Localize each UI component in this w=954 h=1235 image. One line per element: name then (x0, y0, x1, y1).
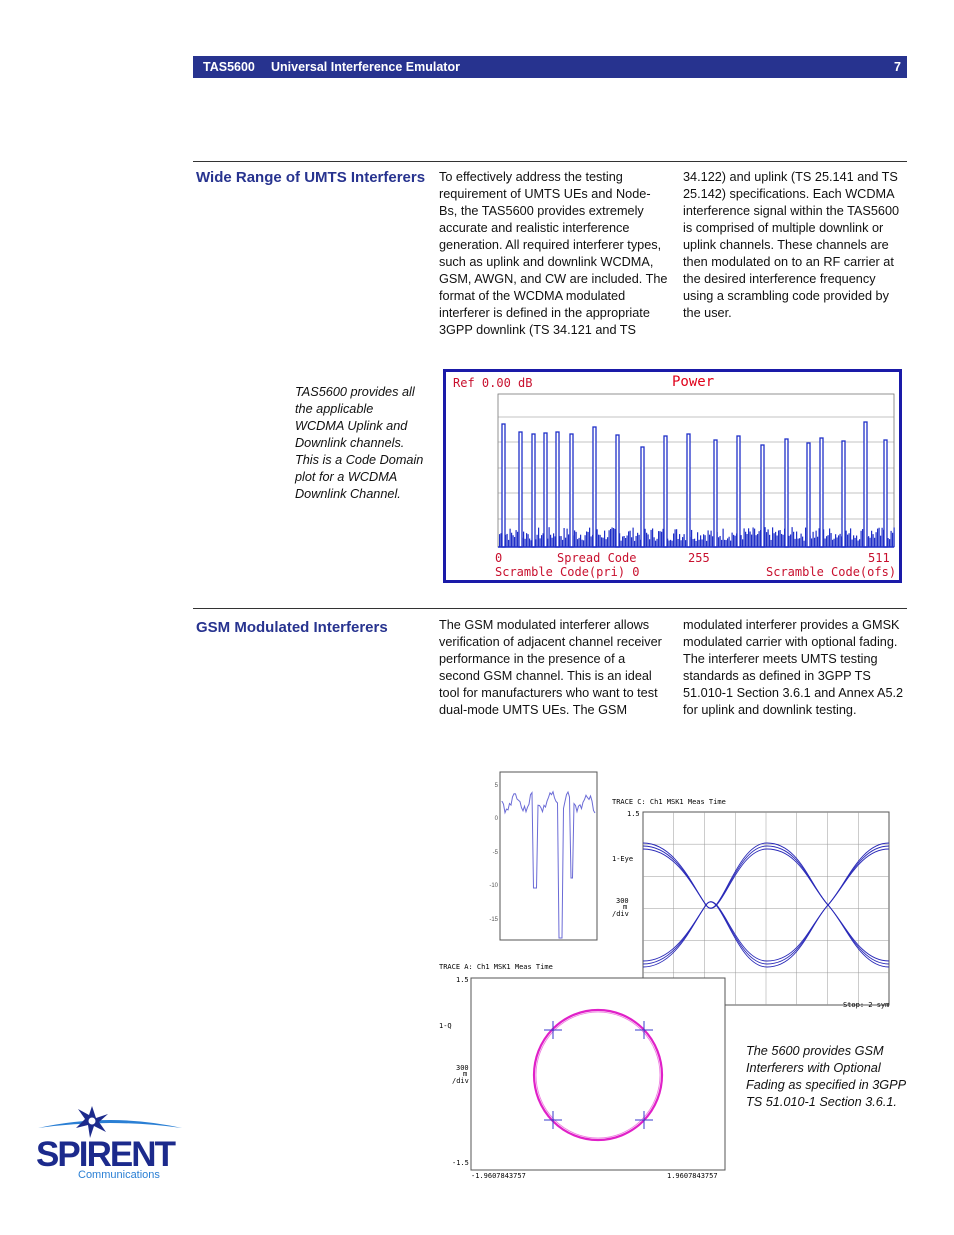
eye-ydiv-value: 300 (616, 897, 629, 905)
eye-xstop: Stop: 2 sym (843, 1001, 890, 1009)
noise-bar (528, 534, 529, 547)
constellation-ybottom: -1.5 (452, 1159, 469, 1167)
logo-swoosh (38, 1120, 182, 1128)
x-start-label: 0 (495, 551, 503, 565)
noise-bar (699, 540, 700, 547)
noise-bar (835, 534, 836, 547)
eye-trace-label: TRACE C: Ch1 MSK1 Meas Time (612, 798, 726, 806)
noise-bar (574, 530, 575, 547)
noise-bar (756, 535, 757, 547)
noise-bar (846, 531, 847, 547)
noise-bar (849, 533, 850, 547)
channel-bar (641, 447, 644, 547)
noise-bar (834, 539, 835, 547)
noise-bar (751, 535, 752, 547)
noise-bar (855, 538, 856, 547)
channel-bar (864, 422, 867, 547)
noise-bar (871, 531, 872, 547)
noise-bar (790, 534, 791, 547)
header-doc-title: Universal Interference Emulator (271, 60, 460, 74)
constellation-trace-label: TRACE A: Ch1 MSK1 Meas Time (439, 963, 553, 971)
noise-bar (727, 538, 728, 547)
noise-bar (691, 530, 692, 547)
x-axis-title: Spread Code (557, 551, 637, 565)
noise-bar (511, 533, 512, 547)
noise-bar (744, 528, 745, 547)
noise-bar (609, 530, 610, 547)
noise-bar (628, 531, 629, 547)
constellation-ydiv-unit: m (463, 1070, 468, 1078)
noise-bar (891, 531, 892, 547)
code-domain-plot (443, 369, 903, 583)
noise-bar (792, 527, 793, 547)
gsm-caption: The 5600 provides GSM Interferers with Optional Fading as specified in 3GPP TS 51.010-1 Section 3.6.1. (746, 1044, 907, 1109)
noise-bar (798, 539, 799, 547)
noise-bar (801, 534, 802, 547)
code-domain-svg (443, 369, 903, 583)
noise-bar (759, 531, 760, 547)
noise-bar (709, 535, 710, 547)
page-header-bar (193, 56, 907, 78)
noise-bar (702, 539, 703, 547)
noise-bar (766, 532, 767, 547)
noise-bar (771, 540, 772, 547)
noise-bar (589, 528, 590, 547)
header-doc-id: TAS5600 (203, 60, 255, 74)
section-umts-column-2: 34.122) and uplink (TS 25.141 and TS 25.142) specifications. Each WCDMA interference signal within the TAS5600 is comprised of multiple downlink or uplink channels. These channels are then modulated on to an RF carrier at the desired interference frequency using a scrambling code provided by the user. (683, 170, 900, 320)
noise-bar (772, 527, 773, 547)
noise-bar (538, 528, 539, 547)
fading-ytick-label: 5 (494, 783, 498, 789)
noise-bar (894, 527, 895, 547)
noise-bar (703, 534, 704, 547)
channel-bar (664, 436, 667, 547)
channel-bar (842, 441, 845, 547)
noise-bar (730, 541, 731, 547)
noise-bar (513, 535, 514, 547)
constellation-xright: 1.9607843757 (667, 1172, 718, 1180)
noise-bar (523, 532, 524, 547)
noise-bar (813, 532, 814, 547)
channel-bar (884, 440, 887, 547)
noise-bar (639, 535, 640, 547)
noise-bar (892, 533, 893, 547)
noise-bar (561, 536, 562, 547)
noise-bar (876, 532, 877, 547)
constellation-plot-frame (471, 978, 725, 1170)
noise-bar (514, 537, 515, 547)
noise-bar (747, 534, 748, 547)
noise-bar (780, 530, 781, 547)
eye-ydiv-unit: m (623, 903, 628, 911)
noise-bar (564, 528, 565, 547)
eye-ytop: 1.5 (627, 810, 640, 818)
plot-frame (445, 371, 901, 582)
noise-bar (729, 537, 730, 547)
noise-bar (600, 535, 601, 547)
noise-bar (873, 534, 874, 547)
noise-bar (697, 532, 698, 547)
noise-bar (648, 534, 649, 547)
noise-bar (721, 540, 722, 547)
noise-bar (811, 538, 812, 547)
channel-bar (532, 434, 535, 547)
noise-bar (613, 528, 614, 547)
ref-level-label: Ref 0.00 dB (453, 376, 533, 390)
noise-bar (748, 528, 749, 547)
gsm-plots (430, 768, 900, 1183)
noise-bar (568, 534, 569, 547)
noise-bar (852, 540, 853, 547)
noise-bar (580, 535, 581, 547)
noise-bar (565, 538, 566, 547)
eye-ymid: 1-Eye (612, 855, 634, 863)
noise-bar (840, 534, 841, 547)
noise-bar (529, 539, 530, 547)
x-mid-label: 255 (688, 551, 710, 565)
noise-bar (814, 538, 815, 547)
noise-bar (655, 541, 656, 547)
page-number: 7 (894, 60, 901, 74)
noise-bar (661, 532, 662, 547)
section-divider (193, 161, 907, 162)
noise-bar (630, 531, 631, 547)
noise-bar (775, 532, 776, 547)
section-umts-column-1: To effectively address the testing requirement of UMTS UEs and Node- Bs, the TAS5600 provides extremely accurate and realistic interference generation. All required interferer types, such as uplink and downlink WCDMA, GSM, AWGN, and CW are included. The format of the WCDMA modulated interferer is defined in the appropriate 3GPP downlink (TS 34.121 and TS (439, 170, 668, 337)
channel-bar (616, 435, 619, 547)
noise-bar (631, 537, 632, 547)
constellation-ymid: 1-Q (439, 1022, 452, 1030)
noise-bar (874, 538, 875, 547)
noise-bar (607, 537, 608, 547)
noise-bar (537, 535, 538, 547)
channel-bar (519, 432, 522, 547)
scramble-code-pri: Scramble Code(pri) 0 (495, 565, 640, 579)
noise-bar (817, 537, 818, 547)
noise-bar (672, 541, 673, 547)
noise-bar (612, 527, 613, 547)
noise-bar (888, 538, 889, 547)
noise-bar (768, 529, 769, 547)
constellation-xleft: -1.9607843757 (471, 1172, 526, 1180)
noise-bar (765, 527, 766, 547)
logo-subtitle: Communications (78, 1169, 160, 1181)
scramble-code-ofs: Scramble Code(ofs) 0 (766, 565, 903, 579)
channel-bar (820, 438, 823, 547)
section-gsm-column-2: modulated interferer provides a GMSK modulated carrier with optional fading. The interferer meets UMTS testing standards as defined in 3GPP TS 51.010-1 Section 3.6.1 and Annex A5.2 for uplink and downlink testing. (683, 618, 904, 717)
noise-bar (696, 541, 697, 547)
channel-bar (570, 434, 573, 547)
noise-bar (658, 531, 659, 547)
noise-bar (634, 541, 635, 547)
noise-bar (682, 537, 683, 547)
fading-ytick-label: -5 (492, 850, 498, 856)
noise-bar (562, 540, 563, 547)
gsm-plots-svg (430, 768, 900, 1183)
noise-bar (550, 535, 551, 547)
spirent-logo (30, 1100, 190, 1185)
noise-bar (838, 535, 839, 547)
eye-ydiv: /div (612, 910, 629, 918)
channel-bar (687, 434, 690, 547)
noise-bar (499, 534, 500, 547)
noise-bar (603, 538, 604, 547)
noise-bar (861, 531, 862, 547)
noise-bar (676, 529, 677, 547)
noise-bar (799, 538, 800, 547)
noise-bar (757, 534, 758, 547)
noise-bar (862, 529, 863, 547)
noise-bar (882, 528, 883, 547)
noise-bar (816, 531, 817, 547)
noise-bar (651, 530, 652, 547)
noise-bar (627, 535, 628, 547)
noise-bar (597, 529, 598, 547)
noise-bar (621, 541, 622, 547)
noise-bar (777, 536, 778, 547)
section-title-gsm: GSM Modulated Interferers (196, 619, 388, 636)
noise-bar (669, 540, 670, 547)
noise-bar (850, 528, 851, 547)
noise-bar (708, 530, 709, 547)
noise-bar (750, 532, 751, 547)
noise-bar (706, 541, 707, 547)
noise-bar (832, 540, 833, 547)
noise-bar (625, 538, 626, 547)
noise-bar (624, 536, 625, 547)
noise-bar (510, 529, 511, 547)
noise-bar (826, 536, 827, 547)
channel-bar (737, 436, 740, 547)
noise-bar (805, 528, 806, 547)
noise-bar (825, 539, 826, 547)
noise-bar (598, 535, 599, 547)
noise-bar (660, 531, 661, 547)
noise-bar (774, 533, 775, 547)
plot-title: Power (672, 374, 715, 390)
noise-bar (540, 538, 541, 547)
noise-bar (724, 540, 725, 547)
channel-bar (807, 443, 810, 547)
channel-bar (714, 440, 717, 547)
noise-bar (553, 533, 554, 547)
noise-bar (649, 539, 650, 547)
channel-bar (556, 432, 559, 547)
noise-bar (831, 533, 832, 547)
noise-bar (541, 535, 542, 547)
noise-bar (880, 536, 881, 547)
noise-bar (657, 539, 658, 547)
noise-bar (856, 536, 857, 547)
noise-bar (577, 539, 578, 547)
noise-bar (837, 537, 838, 547)
noise-bar (694, 539, 695, 547)
constellation-ydiv-value: 300 (456, 1064, 469, 1072)
noise-bar (646, 533, 647, 547)
noise-bar (576, 532, 577, 547)
noise-bar (712, 536, 713, 547)
noise-bar (847, 535, 848, 547)
noise-bar (829, 528, 830, 547)
section-gsm-column-1: The GSM modulated interferer allows verification of adjacent channel receiver performance in the presence of a second GSM channel. This is an ideal tool for manufacturers who want to test dual-mode UMTS UEs. The GSM (439, 618, 662, 717)
fading-ytick-label: -15 (489, 917, 498, 923)
noise-bar (732, 533, 733, 547)
fading-ytick-label: -10 (489, 883, 498, 889)
noise-bar (795, 539, 796, 547)
noise-bar (742, 539, 743, 547)
noise-bar (645, 529, 646, 547)
noise-bar (754, 529, 755, 547)
noise-bar (711, 531, 712, 547)
noise-bar (652, 528, 653, 547)
noise-bar (633, 528, 634, 547)
noise-bar (858, 541, 859, 547)
noise-bar (684, 534, 685, 547)
noise-bar (796, 532, 797, 547)
noise-bar (726, 540, 727, 547)
noise-bar (526, 533, 527, 547)
noise-bar (567, 529, 568, 547)
logo-wordmark: SPIRENT (36, 1135, 176, 1174)
noise-bar (585, 535, 586, 547)
noise-bar (681, 540, 682, 547)
noise-bar (735, 536, 736, 547)
logo-star-center (89, 1118, 96, 1125)
channel-bar (502, 424, 505, 547)
noise-bar (853, 535, 854, 547)
channel-bar (544, 433, 547, 547)
noise-bar (793, 532, 794, 547)
noise-bar (720, 536, 721, 547)
noise-bar (778, 530, 779, 547)
noise-bar (753, 527, 754, 547)
noise-bar (679, 534, 680, 547)
noise-bar (549, 527, 550, 547)
noise-bar (675, 529, 676, 547)
noise-bar (517, 532, 518, 547)
noise-bar (516, 530, 517, 547)
noise-bar (685, 540, 686, 547)
noise-bar (769, 535, 770, 547)
fading-ytick-label: 0 (494, 816, 498, 822)
noise-bar (552, 538, 553, 547)
channel-bar (593, 427, 596, 547)
noise-bar (723, 529, 724, 547)
constellation-ytop: 1.5 (456, 976, 469, 984)
noise-bar (859, 539, 860, 547)
noise-bar (705, 535, 706, 547)
noise-bar (591, 536, 592, 547)
noise-bar (693, 539, 694, 547)
section-title-umts: Wide Range of UMTS Interferers (196, 169, 426, 186)
noise-bar (586, 531, 587, 547)
noise-bar (601, 537, 602, 547)
noise-bar (637, 533, 638, 547)
noise-bar (718, 537, 719, 547)
noise-bar (678, 539, 679, 547)
noise-bar (870, 538, 871, 547)
noise-bar (670, 540, 671, 547)
noise-bar (828, 535, 829, 547)
noise-bar (606, 539, 607, 547)
noise-bar (733, 535, 734, 547)
code-domain-caption: TAS5600 provides all the applicable WCDMA Uplink and Downlink channels. This is a Code Domain plot for a WCDMA Downlink Channel. (295, 385, 424, 501)
channel-bar (761, 445, 764, 547)
noise-bar (802, 537, 803, 547)
noise-bar (745, 532, 746, 547)
logo-svg (30, 1100, 190, 1185)
noise-bar (789, 536, 790, 547)
channel-bar (785, 439, 788, 547)
noise-bar (804, 541, 805, 547)
noise-bar (741, 535, 742, 547)
noise-bar (781, 534, 782, 547)
noise-bar (508, 540, 509, 547)
section-divider (193, 608, 907, 609)
noise-bar (622, 536, 623, 547)
noise-bar (604, 531, 605, 547)
constellation-ydiv: /div (452, 1077, 469, 1085)
noise-bar (673, 533, 674, 547)
noise-bar (879, 528, 880, 547)
x-end-label: 511 (868, 551, 890, 565)
noise-bar (636, 536, 637, 547)
noise-bar (700, 535, 701, 547)
noise-bar (783, 535, 784, 547)
noise-bar (579, 538, 580, 547)
noise-bar (583, 540, 584, 547)
noise-bar (610, 529, 611, 547)
noise-bar (507, 534, 508, 547)
noise-bar (654, 537, 655, 547)
noise-bar (889, 539, 890, 547)
noise-bar (582, 540, 583, 547)
noise-bar (868, 536, 869, 547)
noise-bar (588, 532, 589, 547)
noise-bar (877, 529, 878, 547)
noise-bar (525, 539, 526, 547)
